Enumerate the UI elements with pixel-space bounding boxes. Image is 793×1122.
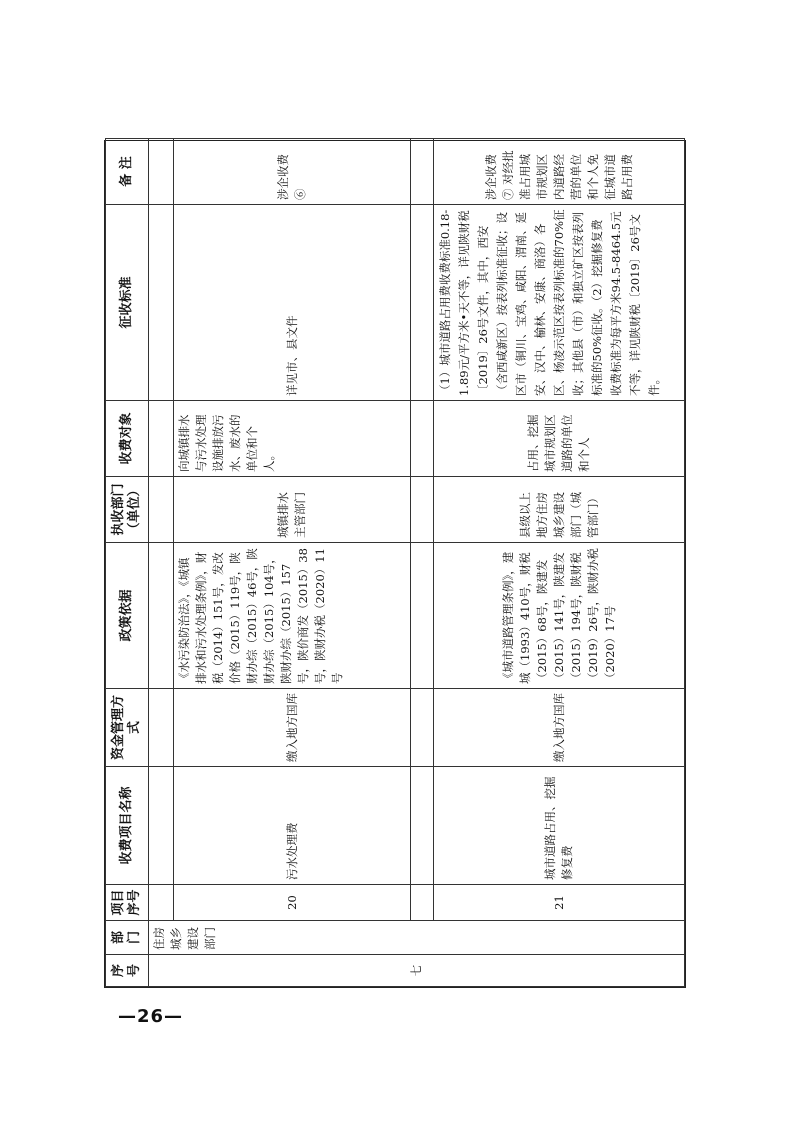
- standard-cell: 详见市、县文件: [174, 205, 411, 401]
- remark-cell: 涉企收费⑥: [174, 139, 411, 205]
- header-remark: 备 注: [106, 139, 149, 205]
- table-row: [149, 139, 174, 987]
- item-seq-cell: 21: [434, 885, 685, 921]
- target-cell: 占用、挖掘城市规划区道路的单位和个人: [434, 401, 685, 477]
- header-seq: 序号: [106, 955, 149, 987]
- item-name-cell: 污水处理费: [174, 767, 411, 885]
- header-agency: 执收部门（单位）: [106, 477, 149, 543]
- header-name: 收费项目名称: [106, 767, 149, 885]
- table-row: [174, 139, 411, 987]
- header-standard: 征收标准: [106, 205, 149, 401]
- fee-table-frame: [104, 140, 686, 988]
- table-row: [411, 139, 434, 987]
- page-number: —26—: [118, 1006, 184, 1027]
- agency-cell: 城镇排水主管部门: [174, 477, 411, 543]
- header-row: [106, 139, 149, 987]
- fund-cell: 缴入地方国库: [174, 689, 411, 767]
- policy-cell: 《水污染防治法》，《城镇排水和污水处理条例》，财税（2014）151号，发改价格（2015）119号，陕财办综（2015）46号，陕财办综（2015）104号，陕财办综（2015）157号，陕价商发（2015）38号，陕财办税（2020）11号: [174, 543, 411, 689]
- table-row: [434, 139, 685, 987]
- target-cell: 向城镇排水与污水处理设施排放污水、废水的单位和个人。: [174, 401, 411, 477]
- policy-cell: 《城市道路管理条例》，建城（1993）410号，财税（2015）68号，陕建发（2015）141号，陕建发（2015）194号，陕财税（2019）26号，陕财办税（2020）17号: [434, 543, 685, 689]
- header-fund: 资金管理方式: [106, 689, 149, 767]
- header-target: 收费对象: [106, 401, 149, 477]
- header-dept: 部门: [106, 921, 149, 955]
- agency-cell: 县级以上地方住房城乡建设部门（城管部门）: [434, 477, 685, 543]
- remark-cell: 涉企收费⑦ 对经批准占用城市规划区内道路经营的单位和个人免征城市道路占用费: [434, 139, 685, 205]
- standard-cell: （1）城市道路占用费收费标准0.18-1.89元/平方米•天不等，详见陕财税〔2019〕26号文件，其中，西安（含西咸新区）按表列标准征收；设区市（铜川、宝鸡、咸阳、渭南、延安、汉中、榆林、安康、商洛）各区、杨凌示范区按表列标准的70%征收；其他县（市）和独立矿区按表列标准的50%征收。（2）挖掘修复费收费标准为每平方米94.5-8464.5元不等，详见陕财税〔2019〕26号文件。: [434, 205, 685, 401]
- header-item-seq: 项目序号: [106, 885, 149, 921]
- fee-table: [105, 138, 685, 987]
- group-dept: 住房城乡建设部门: [149, 921, 685, 955]
- group-seq: 七: [149, 955, 685, 987]
- item-name-cell: 城市道路占用、挖掘修复费: [434, 767, 685, 885]
- item-seq-cell: 20: [174, 885, 411, 921]
- header-policy: 政策依据: [106, 543, 149, 689]
- fund-cell: 缴入地方国库: [434, 689, 685, 767]
